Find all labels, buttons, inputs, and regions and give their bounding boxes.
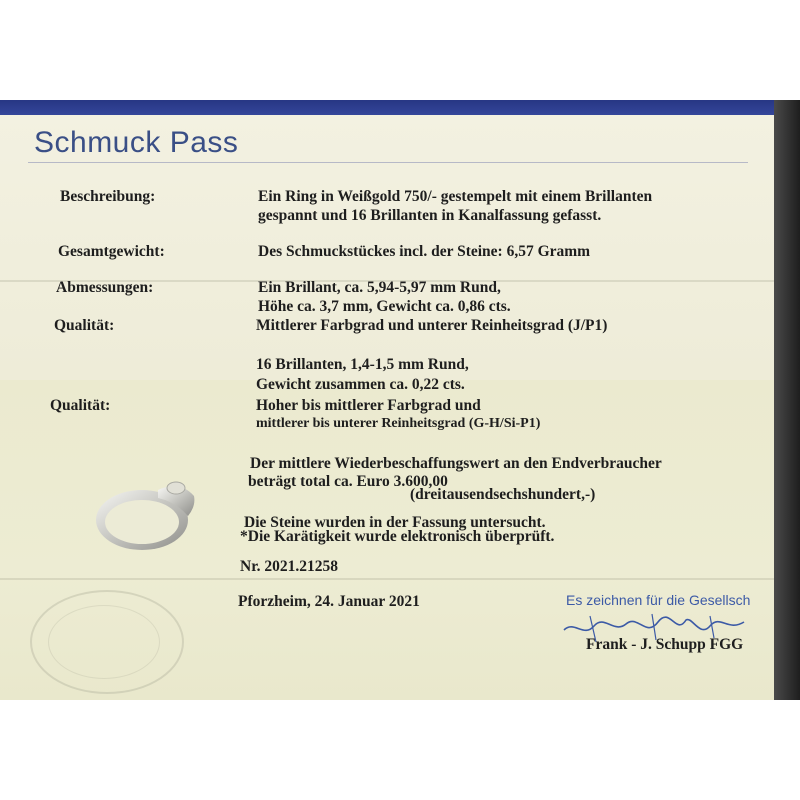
value-gesamtgewicht: Des Schmuckstückes incl. der Steine: 6,57 Gramm xyxy=(258,243,591,260)
paper-fold-line xyxy=(0,578,800,580)
signatory-name: Frank - J. Schupp FGG xyxy=(586,636,744,653)
page-title: Schmuck Pass xyxy=(34,126,239,159)
note-line2: *Die Karätigkeit wurde elektronisch überprüft. xyxy=(240,528,555,545)
value-abmessungen-line1: Ein Brillant, ca. 5,94-5,97 mm Rund, xyxy=(258,279,501,296)
folder-edge xyxy=(774,100,800,700)
place-date: Pforzheim, 24. Januar 2021 xyxy=(238,593,420,610)
value-beschreibung-line1: Ein Ring in Weißgold 750/- gestempelt mit einem Brillanten xyxy=(258,188,653,205)
certificate-number: Nr. 2021.21258 xyxy=(240,558,339,575)
value-qualitaet-2-line2: mittlerer bis unterer Reinheitsgrad (G-H/Si-P1) xyxy=(256,416,541,431)
label-qualitaet-2: Qualität: xyxy=(50,397,111,414)
label-qualitaet-1: Qualität: xyxy=(54,317,115,334)
valuation-words: (dreitausendsechshundert,-) xyxy=(410,486,596,503)
value-abmessungen-line2: Höhe ca. 3,7 mm, Gewicht ca. 0,86 cts. xyxy=(258,298,511,315)
value-qualitaet-1: Mittlerer Farbgrad und unterer Reinheitsgrad (J/P1) xyxy=(256,317,608,334)
label-abmessungen: Abmessungen: xyxy=(56,279,154,296)
value-brillanten-line1: 16 Brillanten, 1,4-1,5 mm Rund, xyxy=(256,356,469,373)
title-divider xyxy=(28,162,748,163)
ring-photo xyxy=(92,476,202,556)
value-beschreibung-line2: gespannt und 16 Brillanten in Kanalfassung gefasst. xyxy=(258,207,602,224)
valuation-line2: beträgt total ca. Euro 3.600,00 xyxy=(248,473,448,490)
note-line1: Die Steine wurden in der Fassung untersucht. xyxy=(244,514,546,531)
value-brillanten-line2: Gewicht zusammen ca. 0,22 cts. xyxy=(256,376,465,393)
blue-top-band xyxy=(0,100,800,115)
valuation-line1: Der mittlere Wiederbeschaffungswert an den Endverbraucher xyxy=(250,455,662,472)
value-qualitaet-2-line1: Hoher bis mittlerer Farbgrad und xyxy=(256,397,481,414)
signature-intro: Es zeichnen für die Gesellsch xyxy=(566,592,751,608)
label-beschreibung: Beschreibung: xyxy=(60,188,156,205)
label-gesamtgewicht: Gesamtgewicht: xyxy=(58,243,165,260)
embossed-seal-inner xyxy=(48,605,160,679)
